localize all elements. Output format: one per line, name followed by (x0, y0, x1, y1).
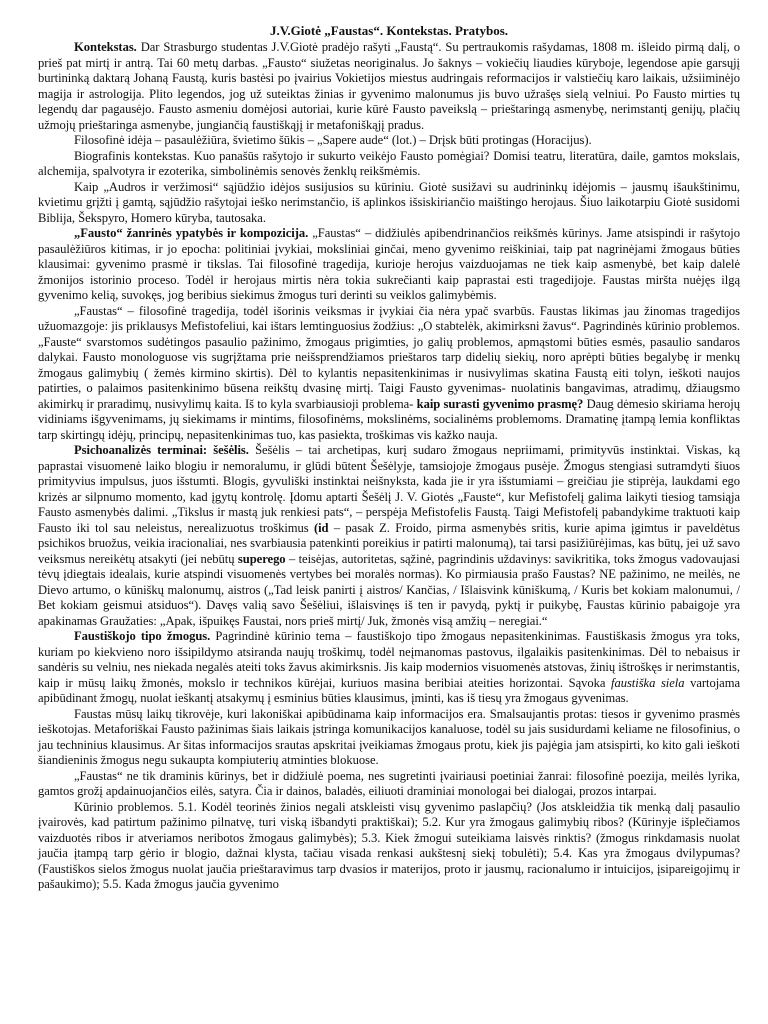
paragraph-information-era: Faustas mūsų laikų tikrovėje, kuri lakoniškai apibūdinama kaip informacijos era. Smalsaujantis protas: tiesos ir gyvenimo prasmės ieškotojas. Metaforiškai Fausto pažinimas šiais laikais įstringa komunikacijos kanaluose, todėl su jais susidurdami keliame ne filosofinius, o jau techninius klausimus. Ar šitas informacijos srautas apskritai įveikiamas žmogaus protu, kiek jis pajėgia jam atsispirti, ko kito gali ieškoti šiandieninis žmogus negu sukaupta kompiuterių atminties blokuose. (38, 706, 740, 767)
paragraph-context (38, 40, 740, 133)
paragraph-text: „Faustas“ – didžiulės apibendrinančios reikšmės kūrinys. Jame atsispindi ir rašytojo pasaulėžiūros kitimas, ir jo epocha: politiniai įvykiai, moksliniai ginčai, meno gyvenimo reiškiniai, taip pat nagrinėjami žmogaus būties klausimai: gyvenimo prasmė ir tikslas. Tai filosofinė tragedija, kurioje herojus vaizduojamas ne tiek kaip asmenybė, bet kaip dalelė žmonijos istorinio proceso. Todėl ir herojaus mirtis nėra tokia sukrečianti kaip paprastai esti tragedijoje. Faustas miršta nuėjęs ilgą gyvenimo kelią, suvokęs, jog beribius siekimus žmogus turi derinti su veiklos galimybėmis. (38, 226, 740, 302)
paragraph-faustian-type (38, 629, 740, 707)
paragraph-text: – teisėjas, autoritetas, sąžinė, pagrindinis uždavinys: savikritika, toks žmogus vadovaujasi tėvų įdiegtais idealais, kurie atspindi visuomenės vertybes bei moralės normas). Ko pirmiausia prašo Faustas? NE pažinimo, ne meilės, ne Dievo artumo, o kūniškų malonumų, aistros („Tad leisk panirti į aistros/ Kančias, / Išlaisvink kūniškumą, / Kuris bet kokiam malonumui, / Bet kokiam geismui atsiduos“). Davęs valią savo Šešėliui, išlaisvinęs iš ten ir pavydą, pyktį ir puikybę, Faustas kūrinio pabaigoje yra apakinamas Graužaties: „Apak, išpuikęs Faustai, nors prieš mirtį/ Juk, žmonės visą amžių – neregiai.“ (38, 551, 740, 628)
paragraph-genre-composition (38, 226, 740, 304)
term-superego: superego (234, 551, 286, 566)
paragraph-text: Daug dėmesio skiriama herojų vidiniams išgyvenimams, jų siekimams ir mintims, filosofinėms, mokslinėms, socialinėms problemoms. Dramatinę įtampą lemia konfliktas tarp skirtingų idėjų, principų, nepasitenkinimas tuo, kas pasiekta, troškimas vis kažko nauja. (38, 396, 740, 442)
document-title: J.V.Giotė „Faustas“. Kontekstas. Pratybos. (269, 23, 509, 38)
key-problem-phrase: kaip surasti gyvenimo prasmę? (413, 396, 584, 411)
paragraph-biographical-context: Biografinis kontekstas. Kuo panašūs rašytojo ir sukurto veikėjo Fausto pomėgiai? Domisi teatru, literatūra, daile, gamtos mokslais, alchemija, spalvotyra ir ezoterika, simbolinėmis senovės ženklų reikšmėmis. (38, 148, 740, 178)
paragraph-text: vartojama apibūdinant žmogų, nuolat ieškantį atsakymų į esminius būties klausimus, įminti, kas iš tiesų yra žmogaus gyvenimas. (38, 675, 741, 705)
paragraph-storm-and-stress: Kaip „Audros ir veržimosi“ sąjūdžio idėjos susijusios su kūriniu. Giotė susižavi su audrininkų idėjomis – jausmų išaukštinimu, kvietimu grįžti į gamtą, sąjūdžio rašytojai ieško nerimstančio, iš aplinkos išsiskiriančio maištingo herojaus. Šiuo laikotarpiu Giotė susidomi Biblija, Šekspyro, Homero kūryba, tautosaka. (38, 179, 740, 225)
paragraph-psychoanalysis (38, 443, 740, 629)
paragraph-text: – pasak Z. Froido, pirma asmenybės sritis, kurie apima įgimtus ir paveldėtus psichikos bruožus, veikia iracionaliai, nes svarbiausia patenkinti poreikius ir patirti malonumą), tai tarsi pasižiūrėjimas, kas būtų, jei už savo veiksmus nereikėtų atsakyti (jei nebūtų (38, 520, 740, 566)
paragraph-poem-genres: „Faustas“ ne tik draminis kūrinys, bet ir didžiulė poema, nes sugretinti įvairiausi poetiniai žanrai: filosofinė poezija, meilės lyrika, gamtos grožį apdainuojančios eilės, satyra. Čia ir dainos, baladės, eiliuoti draminiai monologai bei dialogai, prozos intarpai. (38, 768, 740, 798)
heading-psychoanalysis: Psichoanalizės terminai: šešėlis. (74, 443, 249, 457)
heading-faustian-type: Faustiškojo tipo žmogus. (74, 629, 211, 643)
paragraph-work-problems: Kūrinio problemos. 5.1. Kodėl teorinės žinios negali atskleisti visų gyvenimo paslapčių? (Jos atskleidžia tik menką dalį pasaulio įvairovės, kad patirtum pažinimo pilnatvę, turi viską išbandyti praktiškai); 5.2. Kur yra žmogaus galimybių ribos? (Kūrinyje išplečiamos vaizduotės ribos ir atveriamos neribotos žmogaus galimybės); 5.3. Kiek žmogui suteikiama laisvės rinktis? (žmogus rinkdamasis nuolat jaučia įtampą tarp gėrio ir blogio, dažnai klysta, tačiau visada renkasi aukštesnį siekį tobulėti); 5.4. Kas yra žmogaus dvilypumas? (Faustiškos sielos žmogus nuolat jaučia prieštaravimus tarp dvasios ir materijos, proto ir jausmų, racionalumo ir intuicijos, įsipareigojimų ir pašaukimo); 5.5. Kada žmogus jaučia gyvenimo (38, 799, 740, 891)
heading-genre-composition: „Fausto“ žanrinės ypatybės ir kompozicija. (74, 226, 309, 240)
paragraph-text: Dar Strasburgo studentas J.V.Giotė pradėjo rašyti „Faustą“. Su pertraukomis rašydamas, 1808 m. išleido pirmą dalį, o prieš pat mirtį ir antrą. Tai 60 metų darbas. „Fausto“ siužetas neoriginalus. Jo šaknys – vokiečių liaudies kūryboje, legendose apie garsųjį burtininką daktarą Johaną Faustą, kuris bastėsi po įvairius Vokietijos miestus audringais reformacijos ir valstiečių karo laikais, užsiiminėjo magija ir astrologija. Plito legendos, jog už suteiktas žinias ir gyvenimo malonumus jis buvo užrašęs sielą velniui. Po Fausto mirties tų legendų dar pagausėjo. Fausto asmeniu domėjosi autoriai, kurie kūrė Fausto paveikslą – prieštaringą asmenybę, nerimstantį genijų, plačių užmojų prieštaringa asmenybe, jungiančią faustiškąjį ir metafoniškąjį pradus. (38, 40, 740, 132)
term-id: (id (308, 520, 329, 535)
heading-context: Kontekstas. (74, 40, 137, 54)
paragraph-text: „Faustas“ – filosofinė tragedija, todėl išorinis veiksmas ir įvykiai čia nėra ypač svarbūs. Faustas likimas jau žinomas tragedijos užuomazgoje: jis priklausys Mefistofeliui, kai ištars lemtinguosius žodžius: „O stabtelėk, akimirksni žavus“. Pagrindinės kūrinio problemos. „Fauste“ svarstomos sudėtingos pasaulio pažinimo, žmogaus prigimties, jo galių problemos, apmąstomi būties esmės, pasaulio sandaros dalykai. Fausto monologuose vis sugrįžtama prie neišsprendžiamos prieštaros tarp didelių siekių, noro aprėpti būties begalybę ir menkų žmogaus galimybių ( žemės kirmino skirtis). Dėl to kylantis nepasitenkinimas ir nusivylimas skatina Faustą eiti tolyn, ieškoti naujos patirties, o palaimos pasitenkinimo būsena reikštų dvasinę mirtį. Taigi Fausto gyvenimas- nuolatinis bangavimas, atradimų, džiaugsmo akimirkų ir praradimų, nusivylimų kaita. Iš to kyla svarbiausioji problema- (38, 303, 740, 411)
paragraph-text: Šešėlis – tai archetipas, kurį sudaro žmogaus nepriimami, primityvūs instinktai. Viskas, ką paprastai visuomenė laiko blogiu ir nemoralumu, ir glūdi būtent Šešėlyje, tamsiojoje žmogaus pusėje. Žmogus stengiasi sutramdyti šiuos primityvius impulsus, juos išstumti. Blogis, gyvuliški instinktai neišnyksta, kada jie ir yra išstumiami – greičiau jie stiprėja, laukdami ego krizės ar silpnumo momento, kad įgytų kontrolę. Įdomu aptarti Šešėlį J. V. Giotės „Fauste“, kur Mefistofelį galima laikyti tiesiog tamsiąja Fausto asmenybės dalimi. „Tikslus ir mastą juk renkiesi pats“, – perspėja Mefistofelis Faustą. Taigi Mefistofelį pabandykime traktuoti kaip Fausto iki tol sau neleistus, nerealizuotus troškimus (38, 443, 740, 535)
paragraph-philosophical-tragedy (38, 304, 740, 444)
paragraph-philosophical-idea: Filosofinė idėja – pasaulėžiūra, švietimo šūkis – „Sapere aude“ (lot.) – Drįsk būti protingas (Horacijus). (74, 133, 592, 147)
term-faustian-soul: faustiška siela (605, 675, 685, 690)
paragraph-text: Pagrindinė kūrinio tema – faustiškojo tipo žmogaus nepasitenkinimas. Faustiškasis žmogus yra toks, kuriam po kiekvieno noro išsipildymo atsiranda naujų troškimų, todėl neįmanomas pastovus, ilgalaikis pasitenkinimas. Dėl to nebaisus ir sandėris su velniu, nes niekada negalės ateiti toks žavus akimirksnis. Jis kaip modernios visuomenės atstovas, žinių ištroškęs ir nerimstantis, kaip ir mūsų laikų žmonės, mokslo ir technikos kūrėjai, kuriuos masina beribiai ateities horizontai. Sąvoka (38, 629, 740, 690)
